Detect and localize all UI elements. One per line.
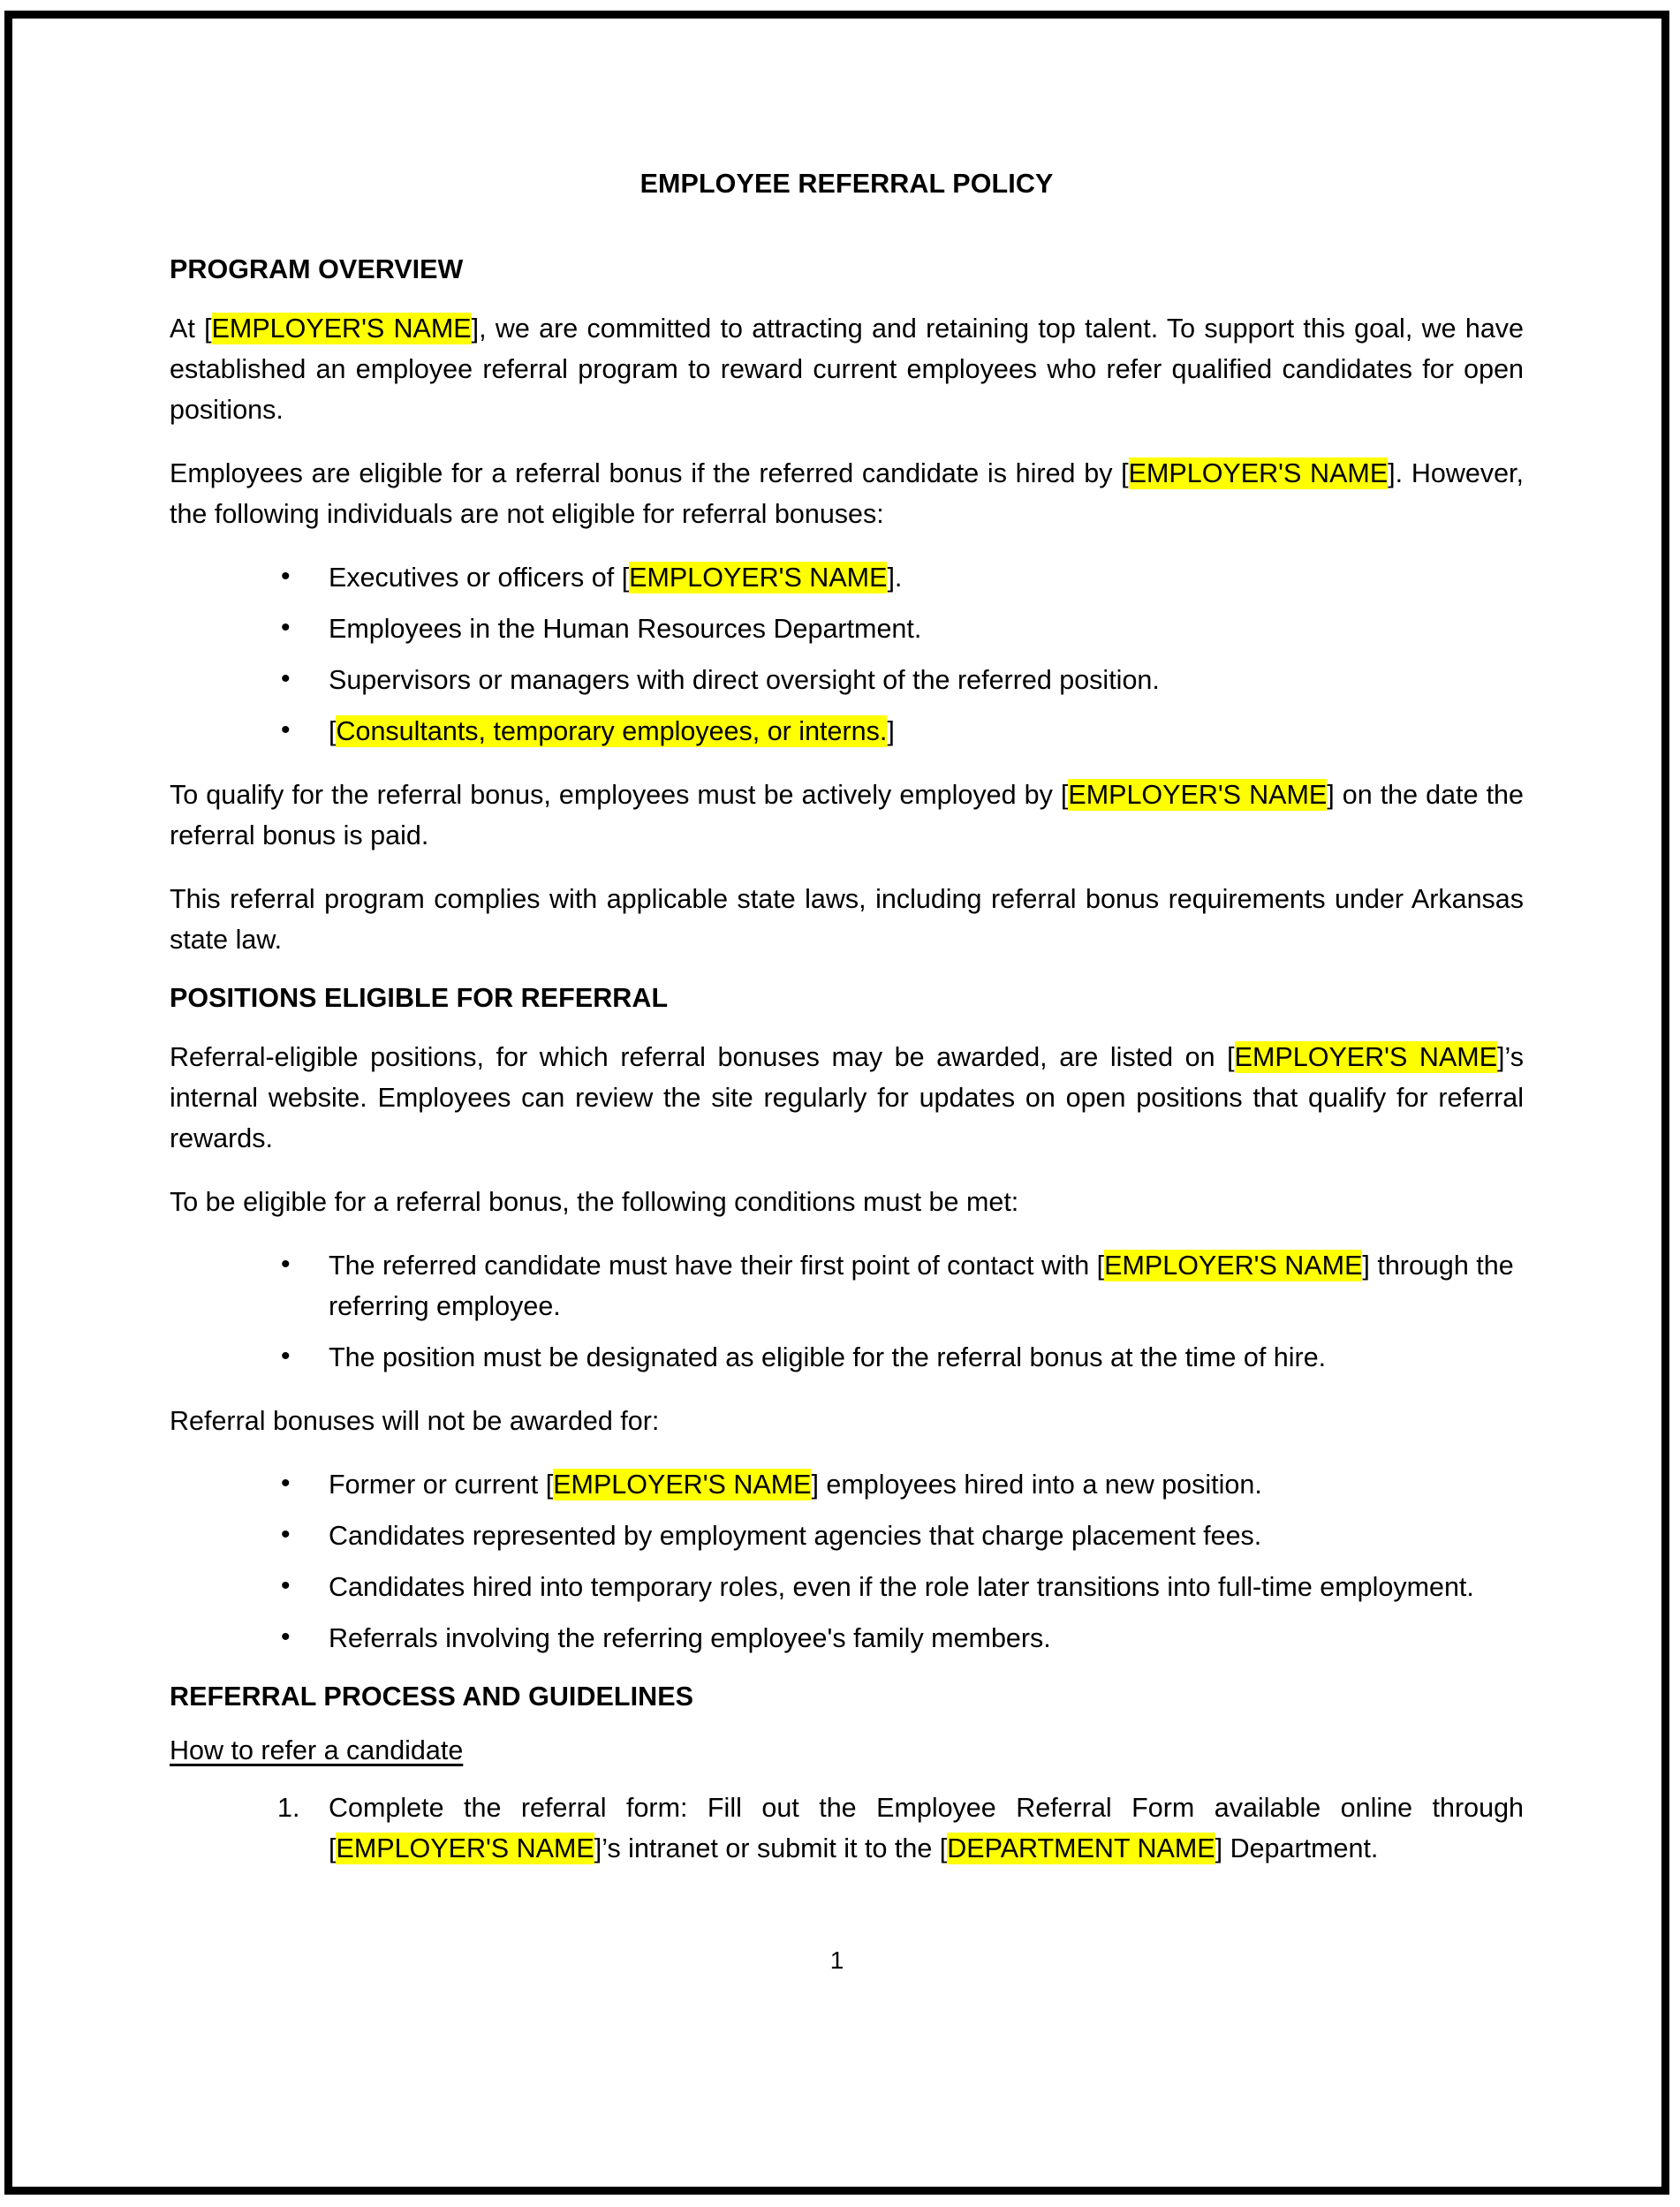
text-segment: ] Department.: [1215, 1833, 1379, 1863]
text-segment: ] employees hired into a new position.: [811, 1470, 1262, 1500]
paragraph-state-law: This referral program complies with applicable state laws, including referral bonus requirements under Arkansas state law.: [170, 884, 1524, 955]
text-segment: Referrals involving the referring employee's family members.: [329, 1623, 1051, 1653]
document-content: [170, 169, 1524, 1892]
list-item: [277, 1567, 1524, 1607]
text-segment: ]. However, the following individuals are not eligible for referral bonuses:: [170, 458, 1524, 529]
list-item: [277, 1464, 1524, 1505]
paragraph-eligibility: [170, 453, 1524, 534]
text-segment: ]’s intranet or submit it to the [: [594, 1833, 948, 1863]
heading-program-overview: PROGRAM OVERVIEW: [170, 254, 464, 284]
list-conditions: [170, 1245, 1524, 1378]
list-item: [277, 1337, 1524, 1378]
placeholder-department-name: DEPARTMENT NAME: [947, 1833, 1215, 1863]
heading-positions-eligible: POSITIONS ELIGIBLE FOR REFERRAL: [170, 983, 669, 1013]
text-segment: ] on the date the referral bonus is paid.: [170, 780, 1524, 850]
text-segment: To qualify for the referral bonus, employees must be actively employed by [: [170, 780, 1069, 810]
list-item: [277, 660, 1524, 700]
text-segment: [: [329, 716, 337, 746]
list-item: [277, 711, 1524, 752]
list-item: [277, 1618, 1524, 1659]
text-segment: The referred candidate must have their first point of contact with [: [329, 1251, 1105, 1281]
text-segment: Candidates hired into temporary roles, even if the role later transitions into full-time employment.: [329, 1572, 1474, 1602]
list-item: [277, 1515, 1524, 1556]
placeholder-employer-name: EMPLOYER'S NAME: [1104, 1251, 1363, 1281]
text-segment: The position must be designated as eligible for the referral bonus at the time of hire.: [329, 1342, 1327, 1372]
text-segment: Complete the referral form: Fill out the Employee Referral Form available online through [: [329, 1793, 1524, 1863]
text-segment: Executives or officers of [: [329, 563, 630, 593]
list-ineligible-individuals: [170, 557, 1524, 752]
text-segment: ], we are committed to attracting and retaining top talent. To support this goal, we have established an employee referral program to reward current employees who refer qualified candidates for open positions.: [170, 314, 1524, 425]
list-item: [277, 608, 1524, 649]
text-segment: ] through the referring employee.: [329, 1251, 1514, 1321]
placeholder-employer-name: EMPLOYER'S NAME: [1128, 458, 1389, 488]
subheading-how-to-refer-wrapper: [170, 1735, 1524, 1788]
text-segment: Candidates represented by employment agencies that charge placement fees.: [329, 1521, 1262, 1551]
placeholder-employer-name: EMPLOYER'S NAME: [1234, 1042, 1498, 1072]
placeholder-employer-name: EMPLOYER'S NAME: [629, 563, 888, 593]
paragraph-exclusions-intro: Referral bonuses will not be awarded for:: [170, 1406, 660, 1436]
document-page: [12, 19, 1661, 2187]
placeholder-employer-name: EMPLOYER'S NAME: [211, 314, 472, 344]
page-title: EMPLOYEE REFERRAL POLICY: [639, 169, 1054, 199]
placeholder-employer-name: EMPLOYER'S NAME: [553, 1470, 812, 1500]
list-referral-steps: [170, 1788, 1524, 1869]
text-segment: ]: [887, 716, 895, 746]
document-page-border: [4, 11, 1669, 2195]
placeholder-employer-name: EMPLOYER'S NAME: [1068, 780, 1328, 810]
heading-referral-process: REFERRAL PROCESS AND GUIDELINES: [170, 1682, 693, 1712]
text-segment: Referral-eligible positions, for which referral bonuses may be awarded, are listed on [: [170, 1042, 1235, 1072]
text-segment: At [: [170, 314, 212, 344]
paragraph-program-intro: [170, 308, 1524, 430]
text-segment: Employees are eligible for a referral bonus if the referred candidate is hired by [: [170, 458, 1129, 488]
text-segment: Former or current [: [329, 1470, 554, 1500]
text-segment: ].: [887, 563, 903, 593]
page-number: 1: [829, 1946, 844, 1974]
list-item: [277, 1788, 1524, 1869]
text-segment: Employees in the Human Resources Department.: [329, 614, 922, 644]
paragraph-qualify: [170, 775, 1524, 856]
text-segment: ]’s internal website. Employees can review the site regularly for updates on open positions that qualify for referral rewards.: [170, 1042, 1524, 1153]
paragraph-conditions-intro: To be eligible for a referral bonus, the following conditions must be met:: [170, 1187, 1019, 1217]
placeholder-employer-name: EMPLOYER'S NAME: [336, 1833, 594, 1863]
text-segment: Supervisors or managers with direct oversight of the referred position.: [329, 665, 1160, 695]
placeholder-consultants: Consultants, temporary employees, or interns.: [336, 716, 888, 746]
list-item: [277, 557, 1524, 598]
subheading-how-to-refer: How to refer a candidate: [170, 1735, 464, 1765]
list-exclusions: [170, 1464, 1524, 1659]
paragraph-referral-eligible-positions: [170, 1037, 1524, 1159]
list-item: [277, 1245, 1524, 1326]
